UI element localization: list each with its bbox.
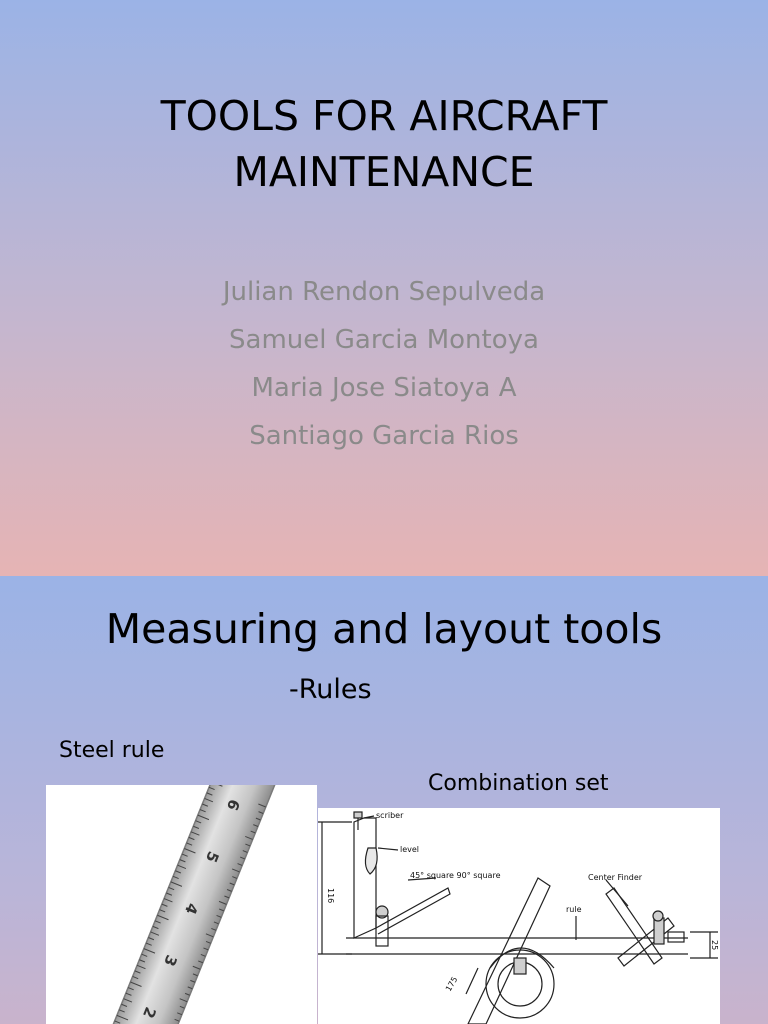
combination-set-label: Combination set — [428, 771, 609, 796]
label-dim-175: 175 — [443, 975, 460, 993]
ruler-number: 6 — [222, 796, 244, 814]
presentation-title — [0, 88, 768, 200]
steel-rule-photo — [46, 785, 317, 1024]
title-line-1: TOOLS FOR AIRCRAFT — [160, 92, 608, 140]
label-squares: 45° square 90° square — [410, 871, 501, 880]
label-rule: rule — [566, 905, 582, 914]
ruler-number: 4 — [180, 900, 202, 917]
label-level: level — [400, 845, 420, 854]
ruler-number: 5 — [201, 848, 223, 866]
title-line-2: MAINTENANCE — [233, 148, 535, 196]
slide-title: Measuring and layout tools — [105, 605, 663, 653]
steel-rule-image — [46, 785, 317, 1024]
author-name: Samuel Garcia Montoya — [229, 325, 539, 355]
ruler-number: 2 — [139, 1004, 160, 1021]
ruler-number: 3 — [159, 952, 181, 969]
slide-subtitle: -Rules — [289, 674, 372, 705]
combination-set-drawing — [318, 808, 720, 1024]
square-head — [354, 818, 376, 938]
steel-rule-label: Steel rule — [59, 738, 165, 763]
author-name: Julian Rendon Sepulveda — [222, 277, 546, 307]
author-name: Maria Jose Siatoya A — [251, 373, 517, 403]
label-dim-25: 25 — [710, 940, 719, 951]
level-vial — [365, 848, 377, 874]
label-scriber: scriber — [376, 811, 404, 820]
label-center-finder: Center Finder — [588, 873, 643, 882]
combination-set-diagram — [318, 808, 720, 1024]
author-list — [0, 268, 768, 460]
author-name: Santiago Garcia Rios — [249, 421, 519, 451]
label-dim-116: 116 — [326, 888, 335, 904]
